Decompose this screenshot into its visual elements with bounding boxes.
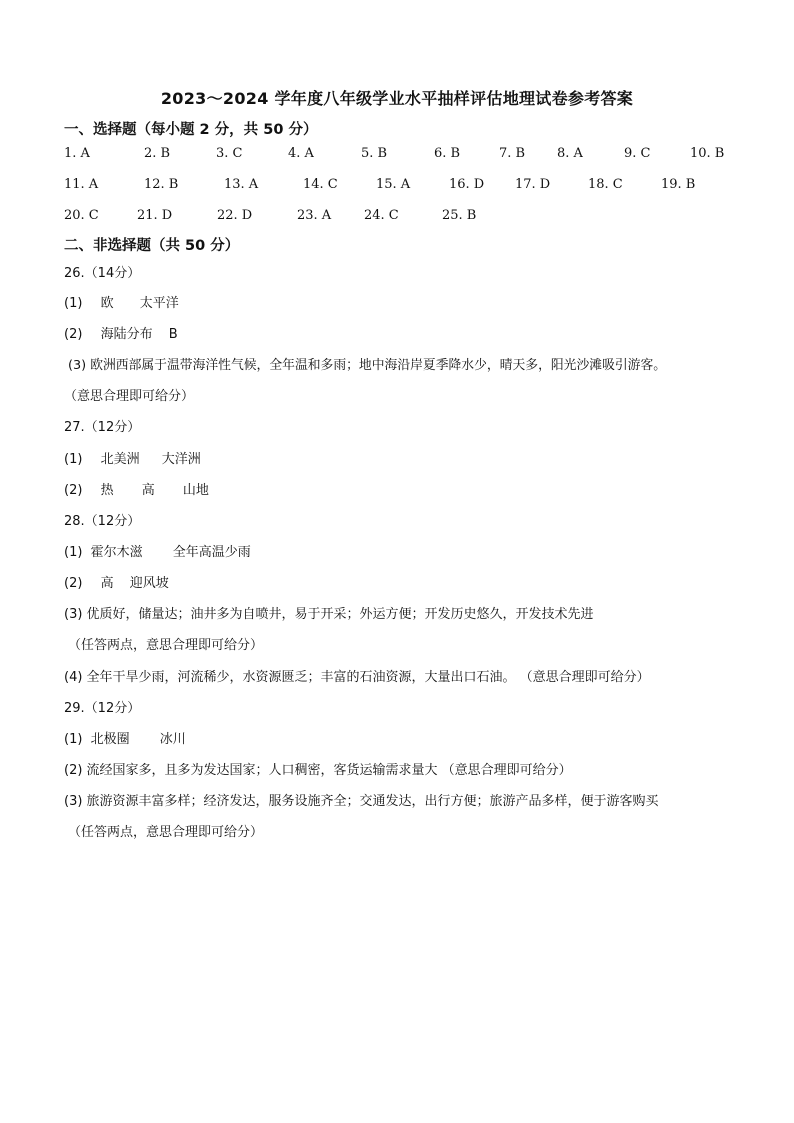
q28-answer-4: (4) 全年干旱少雨，河流稀少，水资源匮乏；丰富的石油资源，大量出口石油。 （意思合理即可给分）: [64, 670, 650, 685]
q29-header: 29.（12分）: [64, 701, 141, 716]
mc-row-2: [0, 177, 794, 195]
mc-answer-10: 10. B: [690, 146, 725, 161]
mc-answer-17: 17. D: [515, 177, 551, 192]
q29-a1-num: (1): [64, 732, 83, 747]
q26-a1-part2: 太平洋: [139, 296, 179, 311]
mc-answer-16: 16. D: [449, 177, 485, 192]
section2-heading: 二、非选择题（共 50 分）: [64, 238, 240, 254]
mc-answer-8: 8. A: [557, 146, 583, 161]
q29-answer-3-note: （任答两点，意思合理即可给分）: [68, 825, 264, 840]
mc-answer-13: 13. A: [224, 177, 259, 192]
q28-a1-part1: 霍尔木滋: [90, 545, 143, 560]
q26-a2-part2: B: [168, 327, 178, 342]
q29-a1-part1: 北极圈: [90, 732, 130, 747]
mc-row-3: [0, 208, 794, 226]
q26-header: 26.（14分）: [64, 266, 141, 281]
q28-header: 28.（12分）: [64, 514, 141, 529]
q27-a1-num: (1): [64, 452, 83, 467]
q26-answer-2: [64, 323, 178, 342]
mc-answer-22: 22. D: [217, 208, 253, 223]
mc-answer-23: 23. A: [297, 208, 332, 223]
q28-a2-part1: 高: [100, 576, 114, 591]
q27-answer-1: [64, 448, 201, 467]
q28-a1-num: (1): [64, 545, 83, 560]
mc-answer-12: 12. B: [144, 177, 179, 192]
mc-answer-6: 6. B: [434, 146, 461, 161]
section1-heading: 一、选择题（每小题 2 分，共 50 分）: [64, 122, 318, 138]
q27-a2-num: (2): [64, 483, 83, 498]
q28-answer-3: (3) 优质好，储量达；油井多为自喷井，易于开采；外运方便；开发历史悠久，开发技术先进: [64, 607, 594, 622]
page-title: 2023～2024 学年度八年级学业水平抽样评估地理试卷参考答案: [160, 89, 634, 108]
q28-a2-part2: 迎风坡: [129, 576, 169, 591]
mc-answer-11: 11. A: [64, 177, 99, 192]
q26-a2-part1: 海陆分布: [100, 327, 153, 342]
mc-answer-21: 21. D: [137, 208, 173, 223]
q26-answer-3: (3) 欧洲西部属于温带海洋性气候，全年温和多雨；地中海沿岸夏季降水少，晴天多，阳光沙滩吸引游客。: [68, 358, 667, 373]
q29-answer-3: (3) 旅游资源丰富多样；经济发达，服务设施齐全；交通发达，出行方便；旅游产品多样，便于游客购买: [64, 794, 659, 809]
mc-answer-18: 18. C: [588, 177, 623, 192]
q27-a1-part2: 大洋洲: [161, 452, 201, 467]
q27-a1-part1: 北美洲: [100, 452, 140, 467]
mc-answer-9: 9. C: [624, 146, 651, 161]
q27-a2-part3: 山地: [182, 483, 209, 498]
q26-note: （意思合理即可给分）: [64, 389, 195, 404]
q28-a2-num: (2): [64, 576, 83, 591]
q27-header: 27.（12分）: [64, 420, 141, 435]
mc-answer-15: 15. A: [376, 177, 411, 192]
q26-a1-num: (1): [64, 296, 83, 311]
q28-answer-3-note: （任答两点，意思合理即可给分）: [68, 638, 264, 653]
q28-answer-2: [64, 572, 169, 591]
mc-answer-7: 7. B: [499, 146, 526, 161]
q26-a1-part1: 欧: [100, 296, 114, 311]
q28-a1-part2: 全年高温少雨: [172, 545, 251, 560]
q27-answer-2: [64, 479, 209, 498]
q29-answer-2: (2) 流经国家多，且多为发达国家；人口稠密，客货运输需求量大 （意思合理即可给分）: [64, 763, 572, 778]
q28-answer-1: [64, 541, 251, 560]
mc-row-1: [0, 146, 794, 164]
mc-answer-2: 2. B: [144, 146, 171, 161]
mc-answer-25: 25. B: [442, 208, 477, 223]
q27-a2-part1: 热: [100, 483, 114, 498]
q27-a2-part2: 高: [141, 483, 155, 498]
mc-answer-4: 4. A: [288, 146, 314, 161]
q29-answer-1: [64, 728, 186, 747]
mc-answer-3: 3. C: [216, 146, 243, 161]
mc-answer-19: 19. B: [661, 177, 696, 192]
mc-answer-1: 1. A: [64, 146, 90, 161]
q29-a1-part2: 冰川: [159, 732, 186, 747]
q26-answer-1: [64, 292, 179, 311]
mc-answer-24: 24. C: [364, 208, 399, 223]
q26-a2-num: (2): [64, 327, 83, 342]
mc-answer-20: 20. C: [64, 208, 99, 223]
mc-answer-14: 14. C: [303, 177, 338, 192]
mc-answer-5: 5. B: [361, 146, 388, 161]
